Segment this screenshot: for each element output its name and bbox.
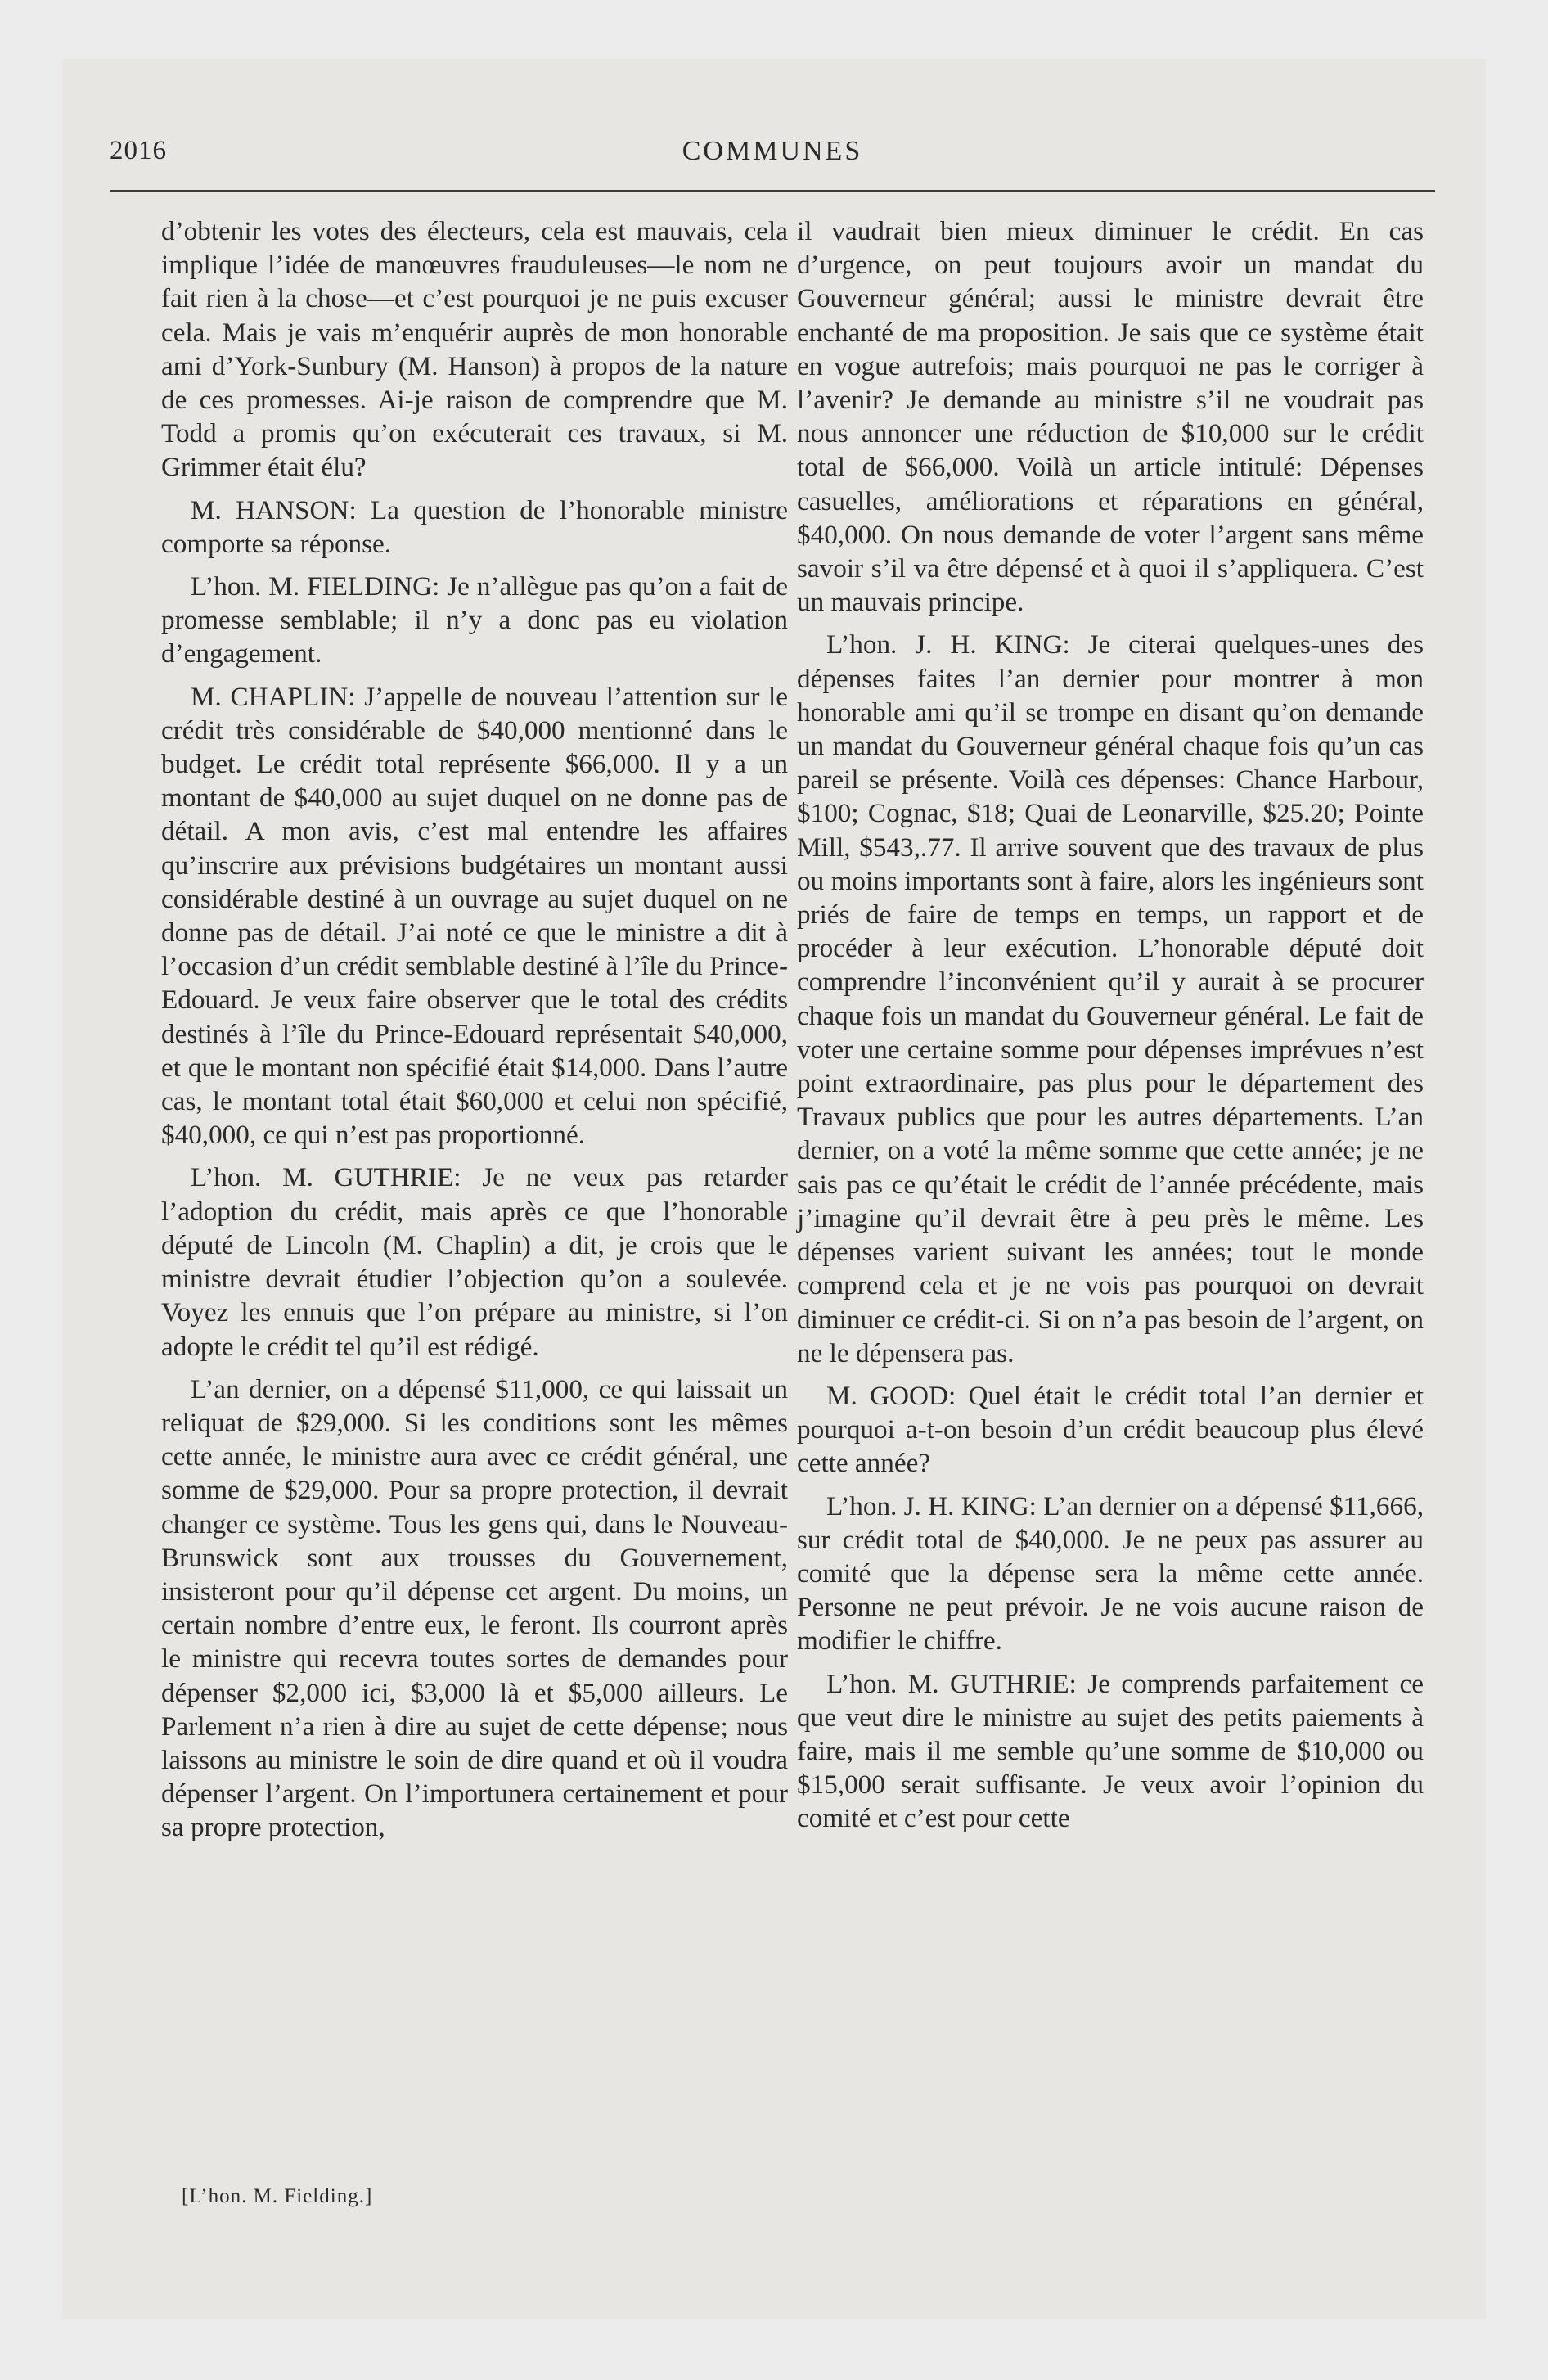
left-column — [161, 214, 788, 1854]
page-header — [110, 136, 1435, 185]
paragraph: L’hon. J. H. KING: L’an dernier on a dépensé $11,666, sur crédit total de $40,000. Je ne peux pas assurer au comité que la dépense sera la même cette année. Personne ne peut prévoir. Je ne vois aucune raison de modifier le chiffre. — [797, 1490, 1424, 1657]
paragraph: L’an dernier, on a dépensé $11,000, ce qui laissait un reliquat de $29,000. Si les conditions sont les mêmes cette année, le ministre aura avec ce crédit général, une somme de $29,000. Pour sa propre protection, il devrait changer ce système. Tous les gens qui, dans le Nouveau-Brunswick sont aux trousses du Gouvernement, insisteront pour qu’il dépense cet argent. Du moins, un certain nombre d’entre eux, le feront. Ils courront après le ministre qui recevra toutes sortes de demandes pour dépenser $2,000 ici, $3,000 là et $5,000 ailleurs. Le Parlement n’a rien à dire au sujet de cette dépense; nous laissons au ministre le soin de dire quand et où il voudra dépenser l’argent. On l’importunera certainement et pour sa propre protection, — [161, 1373, 788, 1843]
paragraph: L’hon. M. GUTHRIE: Je ne veux pas retarder l’adoption du crédit, mais après ce que l’honorable député de Lincoln (M. Chaplin) a dit, je crois que le ministre devrait étudier l’objection qu’on a soulevée. Voyez les ennuis que l’on prépare au ministre, si l’on adopte le crédit tel qu’il est rédigé. — [161, 1162, 788, 1362]
speaker-footer-tag: [L’hon. M. Fielding.] — [182, 2185, 373, 2207]
paragraph: L’hon. J. H. KING: Je citerai quelques-unes des dépenses faites l’an dernier pour montrer à mon honorable ami qu’il se trompe en disant qu’on demande un mandat du Gouverneur général chaque fois qu’un cas pareil se présente. Voilà ces dépenses: Chance Harbour, $100; Cognac, $18; Quai de Leonarville, $25.20; Pointe Mill, $543,.77. Il arrive souvent que des travaux de plus ou moins importants sont à faire, alors les ingénieurs sont priés de faire de temps en temps, un rapport et de procéder à leur exécution. L’honorable député doit comprendre l’inconvénient qu’il y aurait à se procurer chaque fois un mandat du Gouverneur général. Le fait de voter une certaine somme pour dépenses imprévues n’est point extraordinaire, pas plus pour le département des Travaux publics que pour les autres départements. L’an dernier, on a voté la même somme que cette année; je ne sais pas ce qu’était le crédit de l’année précédente, mais j’imagine qu’il devrait être à peu près le même. Les dépenses varient suivant les années; tout le monde comprend cela et je ne vois pas pourquoi on devrait diminuer ce crédit-ci. Si on n’a pas besoin de l’argent, on ne le dépensera pas. — [797, 629, 1424, 1368]
right-column — [797, 214, 1424, 1845]
paragraph: M. HANSON: La question de l’honorable ministre comporte sa réponse. — [161, 494, 788, 559]
page-number: 2016 — [110, 136, 167, 165]
paragraph: M. GOOD: Quel était le crédit total l’an dernier et pourquoi a-t-on besoin d’un crédit beaucoup plus élevé cette année? — [797, 1380, 1424, 1479]
header-rule — [110, 190, 1435, 192]
paragraph: il vaudrait bien mieux diminuer le crédit. En cas d’urgence, on peut toujours avoir un mandat du Gouverneur général; aussi le ministre devrait être enchanté de ma proposition. Je sais que ce système était en vogue autrefois; mais pourquoi ne pas le corriger à l’avenir? Je demande au ministre s’il ne voudrait pas nous annoncer une réduction de $10,000 sur le crédit total de $66,000. Voilà un article intitulé: Dépenses casuelles, améliorations et réparations en général, $40,000. On nous demande de voter l’argent sans même savoir s’il va être dépensé et à quoi il s’appliquera. C’est un mauvais principe. — [797, 216, 1424, 618]
paragraph: L’hon. M. FIELDING: Je n’allègue pas qu’on a fait de promesse semblable; il n’y a donc pas eu violation d’engagement. — [161, 571, 788, 669]
paragraph: L’hon. M. GUTHRIE: Je comprends parfaitement ce que veut dire le ministre au sujet des petits paiements à faire, mais il me semble qu’une somme de $10,000 ou $15,000 serait suffisante. Je veux avoir l’opinion du comité et c’est pour cette — [797, 1668, 1424, 1834]
paragraph: d’obtenir les votes des électeurs, cela est mauvais, cela implique l’idée de manœuvres frauduleuses—le nom ne fait rien à la chose—et c’est pourquoi je ne puis excuser cela. Mais je vais m’enquérir auprès de mon honorable ami d’York-Sunbury (M. Hanson) à propos de la nature de ces promesses. Ai-je raison de comprendre que M. Todd a promis qu’on exécuterait ces travaux, si M. Grimmer était élu? — [161, 216, 788, 483]
running-title: COMMUNES — [682, 136, 863, 166]
paragraph: M. CHAPLIN: J’appelle de nouveau l’attention sur le crédit très considérable de $40,000 mentionné dans le budget. Le crédit total représente $66,000. Il y a un montant de $40,000 au sujet duquel on ne donne pas de détail. A mon avis, c’est mal entendre les affaires qu’inscrire aux prévisions budgétaires un montant aussi considérable destiné à un ouvrage au sujet duquel on ne donne pas de détail. J’ai noté ce que le ministre a dit à l’occasion d’un crédit semblable destiné à l’île du Prince-Edouard. Je veux faire observer que le total des crédits destinés à l’île du Prince-Edouard représentait $40,000, et que le montant non spécifié était $14,000. Dans l’autre cas, le montant total était $60,000 et celui non spécifié, $40,000, ce qui n’est pas proportionné. — [161, 681, 788, 1151]
